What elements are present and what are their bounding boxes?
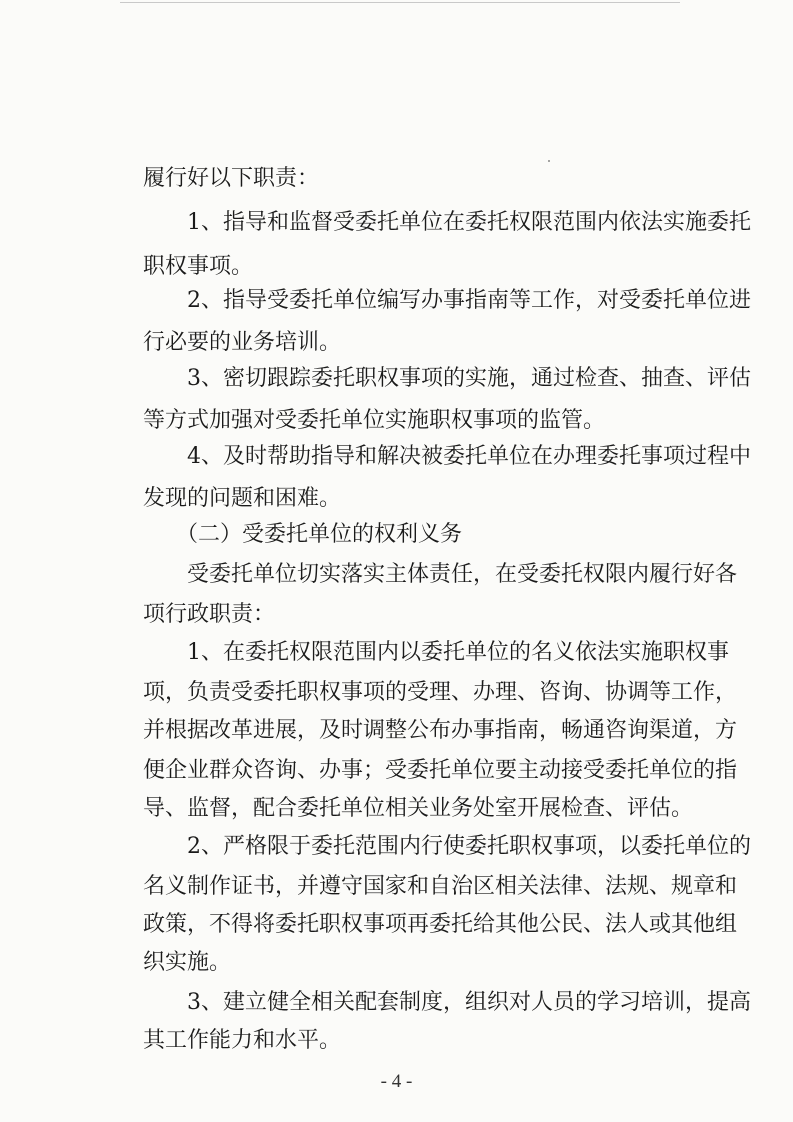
text-line: 4、及时帮助指导和解决被委托单位在办理委托事项过程中 xyxy=(143,444,751,469)
text-line: 项行政职责： xyxy=(143,602,276,627)
text-line: 名义制作证书，并遵守国家和自治区相关法律、法规、规章和 xyxy=(143,874,738,899)
text-line: 发现的问题和困难。 xyxy=(143,486,342,511)
text-line: 2、指导受委托单位编写办事指南等工作，对受委托单位进 xyxy=(143,288,751,313)
text-line: 受委托单位切实落实主体责任，在受委托权限内履行好各 xyxy=(143,562,738,587)
text-line: 等方式加强对受委托单位实施职权事项的监管。 xyxy=(143,408,606,433)
scan-dot xyxy=(548,160,550,162)
text-line: 3、建立健全相关配套制度，组织对人员的学习培训，提高 xyxy=(143,990,751,1015)
text-line: 其工作能力和水平。 xyxy=(143,1028,342,1053)
text-line: 便企业群众咨询、办事；受委托单位要主动接受委托单位的指 xyxy=(143,758,738,783)
text-line: 3、密切跟踪委托职权事项的实施，通过检查、抽查、评估 xyxy=(143,366,751,391)
text-line: 履行好以下职责： xyxy=(143,166,320,191)
page-number: - 4 - xyxy=(380,1071,413,1092)
text-line: 政策，不得将委托职权事项再委托给其他公民、法人或其他组 xyxy=(143,912,738,937)
text-line: 1、指导和监督受委托单位在委托权限范围内依法实施委托 xyxy=(143,210,751,235)
text-line: 织实施。 xyxy=(143,950,232,975)
text-line: 导、监督，配合委托单位相关业务处室开展检查、评估。 xyxy=(143,796,694,821)
text-line: 1、在委托权限范围内以委托单位的名义依法实施职权事 xyxy=(143,640,729,665)
text-line: 职权事项。 xyxy=(143,254,254,279)
text-line: 行必要的业务培训。 xyxy=(143,330,342,355)
text-line: 并根据改革进展，及时调整公布办事指南，畅通咨询渠道，方 xyxy=(143,718,738,743)
text-line: 2、严格限于委托范围内行使委托职权事项，以委托单位的 xyxy=(143,834,751,859)
text-line: 项，负责受委托职权事项的受理、办理、咨询、协调等工作， xyxy=(143,680,738,705)
scan-artifact xyxy=(120,2,680,3)
section-heading: （二）受委托单位的权利义务 xyxy=(143,522,463,547)
